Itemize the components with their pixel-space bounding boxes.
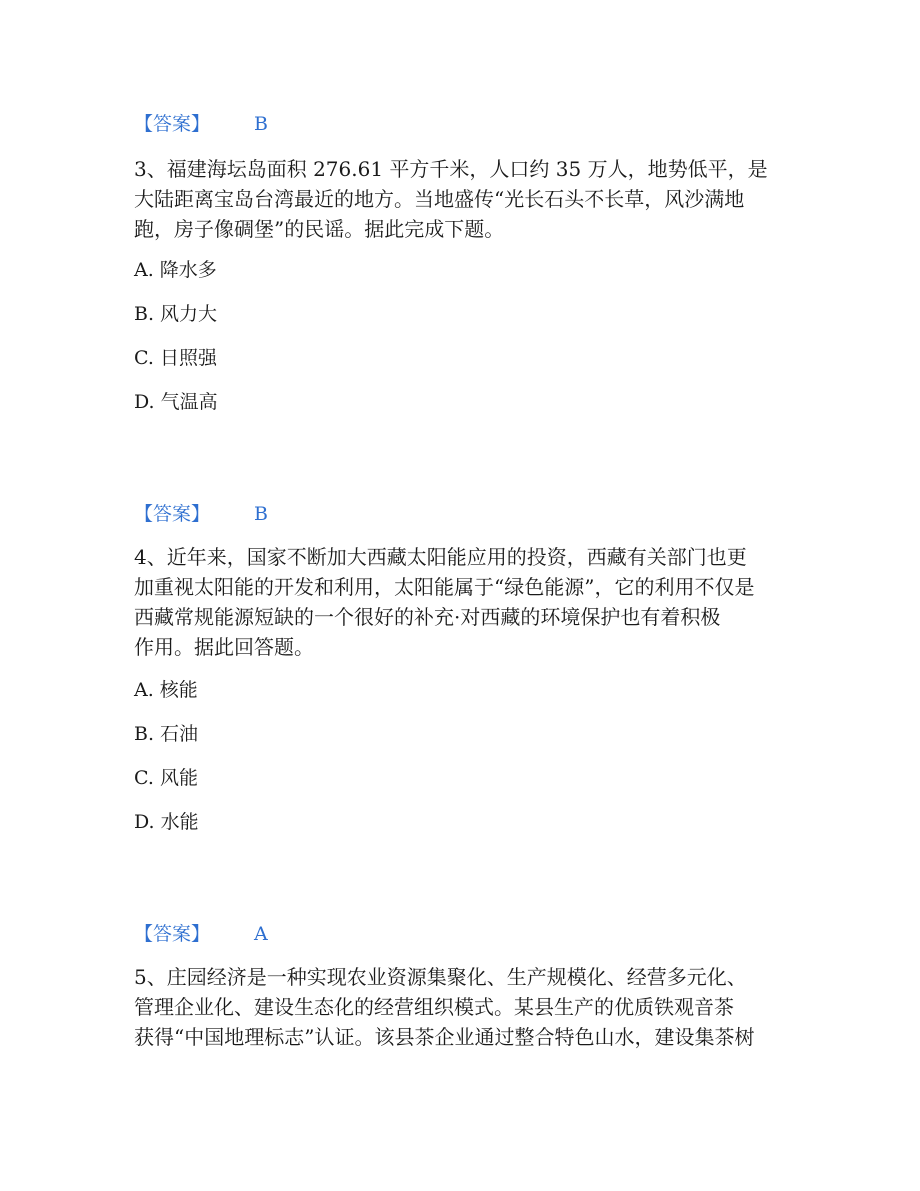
answer-line <box>134 922 268 946</box>
answer-line <box>134 112 268 136</box>
answer-value: B <box>254 113 268 135</box>
answer-label: 【答案】 <box>134 923 211 945</box>
answer-line <box>134 502 268 526</box>
question-line: 管理企业化、建设生态化的经营组织模式。某县生产的优质铁观音茶 <box>134 995 734 1019</box>
answer-label: 【答案】 <box>134 113 211 135</box>
question-5 <box>134 962 786 1052</box>
option-d: D. 气温高 <box>134 391 218 413</box>
question-line: 跑，房子像碉堡”的民谣。据此完成下题。 <box>134 217 505 241</box>
question-line: 加重视太阳能的开发和利用，太阳能属于“绿色能源”，它的利用不仅是 <box>134 575 755 599</box>
question-4 <box>134 542 786 662</box>
option-c: C. 日照强 <box>134 347 217 369</box>
question-3 <box>134 154 786 244</box>
question-line: 作用。据此回答题。 <box>134 635 314 659</box>
option-b: B. 石油 <box>134 723 199 745</box>
question-line: 5、庄园经济是一种实现农业资源集聚化、生产规模化、经营多元化、 <box>134 965 747 989</box>
option-b: B. 风力大 <box>134 303 218 325</box>
question-line: 获得“中国地理标志”认证。该县茶企业通过整合特色山水，建设集茶树 <box>134 1025 755 1049</box>
answer-value: B <box>254 503 268 525</box>
question-line: 西藏常规能源短缺的一个很好的补充·对西藏的环境保护也有着积极 <box>134 605 721 629</box>
option-a: A. 核能 <box>134 679 198 701</box>
answer-label: 【答案】 <box>134 503 211 525</box>
question-line: 大陆距离宝岛台湾最近的地方。当地盛传“光长石头不长草，风沙满地 <box>134 187 745 211</box>
option-c: C. 风能 <box>134 767 198 789</box>
question-line: 3、福建海坛岛面积 276.61 平方千米，人口约 35 万人，地势低平，是 <box>134 157 768 181</box>
option-a: A. 降水多 <box>134 259 217 281</box>
option-d: D. 水能 <box>134 811 199 833</box>
answer-value: A <box>254 923 268 945</box>
question-line: 4、近年来，国家不断加大西藏太阳能应用的投资，西藏有关部门也更 <box>134 545 747 569</box>
